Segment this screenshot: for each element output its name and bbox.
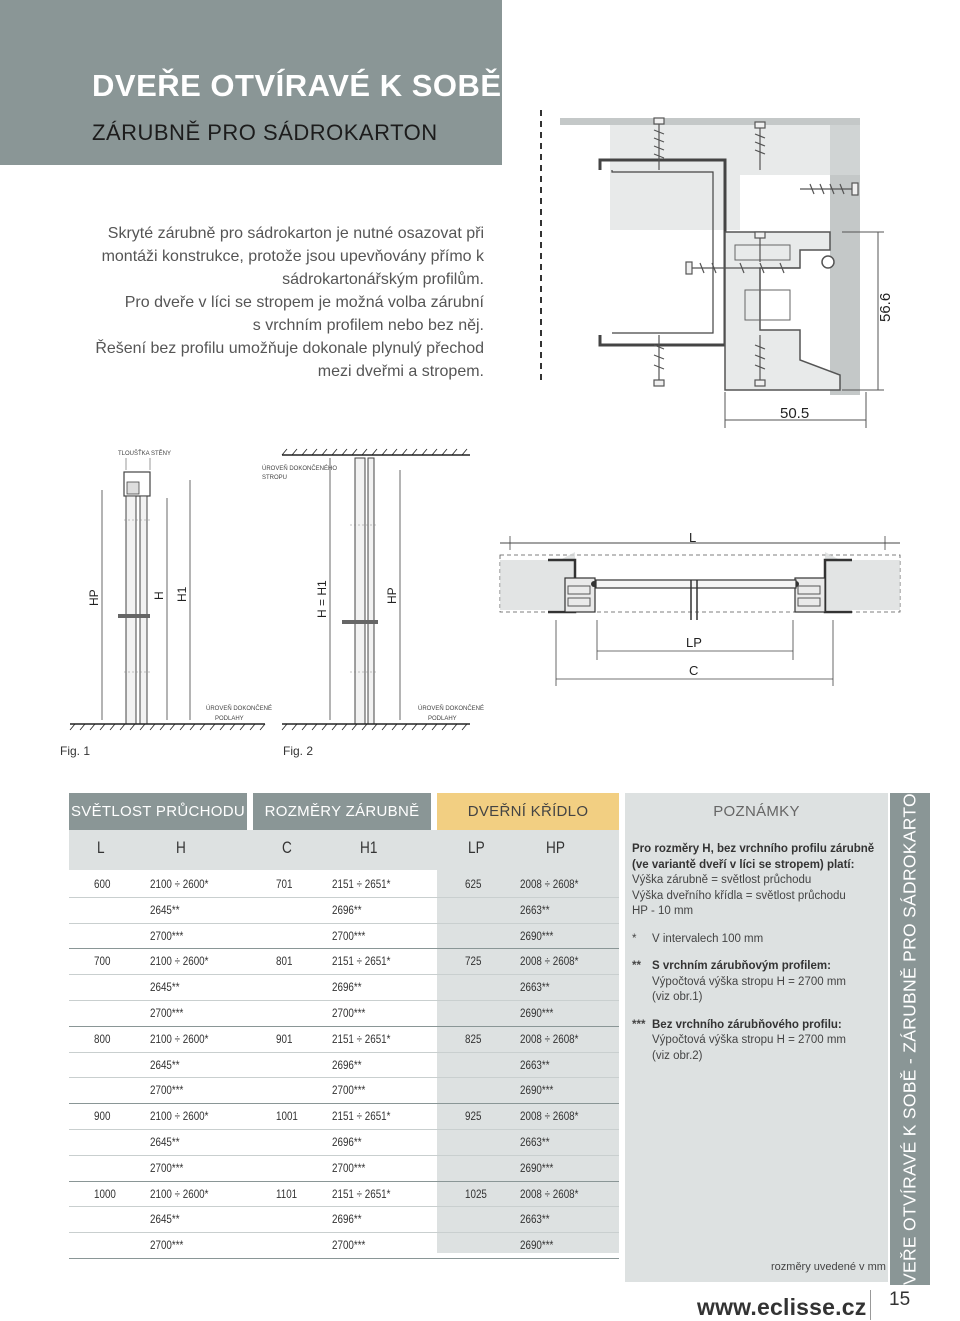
cell-h1: 2696** <box>332 1212 362 1227</box>
cell-l: 600 <box>94 877 111 891</box>
cell-lp: 625 <box>465 877 482 891</box>
row-divider <box>69 1155 619 1156</box>
cell-hp: 2008 ÷ 2608* <box>520 1109 579 1124</box>
cell-h: 2100 ÷ 2600* <box>150 1031 209 1046</box>
intro-line: mezi dveřmi a stropem. <box>317 363 484 380</box>
cell-hp: 2663** <box>520 1212 550 1227</box>
footer-divider <box>870 1290 871 1320</box>
note-3-mark: *** <box>632 1018 646 1031</box>
fig1-dim-h1: H1 <box>175 586 189 602</box>
cell-hp: 2690*** <box>520 1238 554 1253</box>
fig1-floor-label-2: PODLAHY <box>215 716 244 722</box>
intro-line: Řešení bez profilu umožňuje dokonale plynulý přechod <box>95 340 484 357</box>
row-divider <box>69 923 619 924</box>
cell-h: 2645** <box>150 1057 180 1072</box>
note-2 <box>632 959 884 1006</box>
website-link[interactable]: www.eclisse.cz <box>697 1294 867 1320</box>
intro-line: s vrchním profilem nebo bez něj. <box>252 317 484 334</box>
page-subtitle: ZÁRUBNĚ PRO SÁDROKARTON <box>92 120 438 145</box>
note-3 <box>632 1018 884 1065</box>
cell-l: 700 <box>94 954 111 969</box>
col-l: L <box>97 838 105 857</box>
wall-thickness-label: TLOUŠŤKA STĚNY <box>118 451 172 457</box>
cell-h: 2645** <box>150 902 180 917</box>
side-tab-label: DVEŘE OTVÍRAVÉ K SOBĚ - ZÁRUBNĚ PRO SÁDROKARTON <box>899 780 920 1298</box>
cell-h: 2645** <box>150 980 180 995</box>
cell-h1: 2700*** <box>332 1006 366 1020</box>
cell-h: 2700*** <box>150 1006 184 1020</box>
cell-hp: 2008 ÷ 2608* <box>520 1186 579 1201</box>
row-divider <box>69 1052 619 1053</box>
cell-h1: 2151 ÷ 2651* <box>332 877 391 891</box>
cell-hp: 2663** <box>520 1135 550 1149</box>
notes-intro-2: Výška dveřního křídla = světlost průchodu <box>632 889 846 902</box>
cell-hp: 2008 ÷ 2608* <box>520 1031 579 1046</box>
row-divider <box>69 1129 619 1130</box>
ceiling-label-2: STROPU <box>262 475 288 481</box>
intro-line: Skryté zárubně pro sádrokarton je nutné osazovat při <box>107 225 484 242</box>
cell-hp: 2663** <box>520 980 550 995</box>
cell-h: 2100 ÷ 2600* <box>150 1186 209 1201</box>
cell-h1: 2700*** <box>332 1083 366 1098</box>
group-divider <box>69 1026 619 1027</box>
plan-section <box>500 530 900 686</box>
cell-c: 901 <box>276 1031 293 1046</box>
cell-h: 2700*** <box>150 1083 184 1098</box>
row-divider <box>69 897 619 898</box>
ceiling-label-1: ÚROVEŇ DOKONČENÉHO <box>262 466 338 472</box>
row-divider <box>69 1000 619 1001</box>
note-2-line-1: Výpočtová výška stropu H = 2700 mm <box>652 975 846 988</box>
plan-dim-l: L <box>689 530 697 545</box>
row-divider <box>69 1206 619 1207</box>
cell-h1: 2696** <box>332 1135 362 1149</box>
header-rozmery: ROZMĚRY ZÁRUBNĚ <box>253 793 431 830</box>
cell-h: 2700*** <box>150 1238 184 1253</box>
group-divider <box>69 1103 619 1104</box>
col-c: C <box>282 838 292 857</box>
cell-h1: 2696** <box>332 902 362 917</box>
group-divider <box>69 1258 619 1259</box>
cell-hp: 2008 ÷ 2608* <box>520 954 579 969</box>
cell-l: 1000 <box>94 1186 116 1201</box>
cell-h: 2645** <box>150 1212 180 1227</box>
group-divider <box>69 948 619 949</box>
notes-text <box>632 842 884 1064</box>
cell-h: 2700*** <box>150 1160 184 1175</box>
fig1-dim-hp: HP <box>87 589 101 606</box>
note-3-title: Bez vrchního zárubňového profilu: <box>652 1018 842 1031</box>
fig2-floor-label-2: PODLAHY <box>428 716 457 722</box>
notes-intro-3: HP - 10 mm <box>632 905 694 917</box>
cell-h: 2100 ÷ 2600* <box>150 1109 209 1124</box>
note-1 <box>632 932 884 948</box>
profile-height-dim: 56.6 <box>877 292 894 322</box>
fig1-dim-h: H <box>152 591 166 600</box>
cell-hp: 2690*** <box>520 928 554 943</box>
cell-c: 701 <box>276 877 293 891</box>
cell-h: 2100 ÷ 2600* <box>150 954 209 969</box>
note-2-line-2: (viz obr.1) <box>652 991 703 1003</box>
cell-hp: 2008 ÷ 2608* <box>520 877 579 891</box>
note-3-line-2: (viz obr.2) <box>652 1049 703 1062</box>
note-2-mark: ** <box>632 960 641 972</box>
row-divider <box>69 974 619 975</box>
group-divider <box>69 1181 619 1182</box>
notes-intro-bold-1: Pro rozměry H, bez vrchního profilu zárubně <box>632 843 875 855</box>
units-note: rozměry uvedené v mm <box>771 1261 886 1273</box>
cell-h1: 2700*** <box>332 928 366 943</box>
col-lp: LP <box>468 838 485 857</box>
cell-lp: 825 <box>465 1031 482 1046</box>
fig2-dim-hp: HP <box>385 587 399 604</box>
fig2-label: Fig. 2 <box>283 744 314 758</box>
cell-hp: 2663** <box>520 902 550 917</box>
col-hp: HP <box>546 838 565 857</box>
cell-c: 1001 <box>276 1109 298 1124</box>
fig1-floor-label-1: ÚROVEŇ DOKONČENÉ <box>206 706 273 712</box>
cell-lp: 725 <box>465 954 482 969</box>
header-svetlost: SVĚTLOST PRŮCHODU <box>69 793 247 830</box>
cell-h: 2700*** <box>150 928 184 943</box>
fig2-floor-label-1: ÚROVEŇ DOKONČENÉ <box>418 706 485 712</box>
cell-h: 2645** <box>150 1135 180 1149</box>
col-h: H <box>176 838 186 857</box>
cell-hp: 2690*** <box>520 1006 554 1020</box>
fig1-elevation <box>70 449 272 730</box>
note-1-text: V intervalech 100 mm <box>652 932 764 945</box>
header-kridlo: DVEŘNÍ KŘÍDLO <box>437 793 619 830</box>
cell-h1: 2151 ÷ 2651* <box>332 1109 391 1124</box>
page-title: DVEŘE OTVÍRAVÉ K SOBĚ <box>92 68 502 103</box>
cell-h1: 2700*** <box>332 1238 366 1253</box>
fig1-label: Fig. 1 <box>60 744 91 758</box>
plan-dim-c: C <box>689 663 699 678</box>
row-divider <box>69 1077 619 1078</box>
note-2-title: S vrchním zárubňovým profilem: <box>652 960 831 972</box>
intro-line: montáži konstrukce, protože jsou upevňovány přímo k <box>101 248 484 265</box>
fig2-elevation <box>262 449 484 730</box>
col-h1: H1 <box>360 838 378 857</box>
row-divider <box>69 1232 619 1233</box>
notes-intro-bold-2: (ve variantě dveří v líci se stropem) platí: <box>632 858 855 871</box>
cell-h1: 2696** <box>332 1057 362 1072</box>
cell-c: 1101 <box>276 1186 298 1201</box>
cell-hp: 2690*** <box>520 1160 554 1175</box>
intro-line: Pro dveře v líci se stropem je možná volba zárubní <box>124 294 484 311</box>
page-number: 15 <box>889 1289 911 1310</box>
cell-h1: 2151 ÷ 2651* <box>332 1186 391 1201</box>
note-3-line-1: Výpočtová výška stropu H = 2700 mm <box>652 1034 846 1046</box>
cell-h1: 2700*** <box>332 1160 366 1175</box>
frame-profile-section <box>541 110 894 428</box>
header-poznamky: POZNÁMKY <box>625 793 888 830</box>
notes-intro-1: Výška zárubně = světlost průchodu <box>632 874 812 886</box>
cell-h: 2100 ÷ 2600* <box>150 877 209 891</box>
cell-l: 900 <box>94 1109 111 1124</box>
cell-c: 801 <box>276 954 293 969</box>
plan-dim-lp: LP <box>686 635 702 650</box>
cell-hp: 2690*** <box>520 1083 554 1098</box>
note-1-mark: * <box>632 932 637 945</box>
cell-lp: 1025 <box>465 1186 487 1201</box>
intro-line: sádrokartonářským profilům. <box>282 271 484 288</box>
fig2-dim-h-h1: H = H1 <box>315 580 329 618</box>
cell-h1: 2696** <box>332 980 362 995</box>
cell-hp: 2663** <box>520 1057 550 1072</box>
profile-width-dim: 50.5 <box>780 405 810 422</box>
cell-l: 800 <box>94 1031 111 1046</box>
cell-h1: 2151 ÷ 2651* <box>332 1031 391 1046</box>
cell-h1: 2151 ÷ 2651* <box>332 954 391 969</box>
cell-lp: 925 <box>465 1109 482 1124</box>
